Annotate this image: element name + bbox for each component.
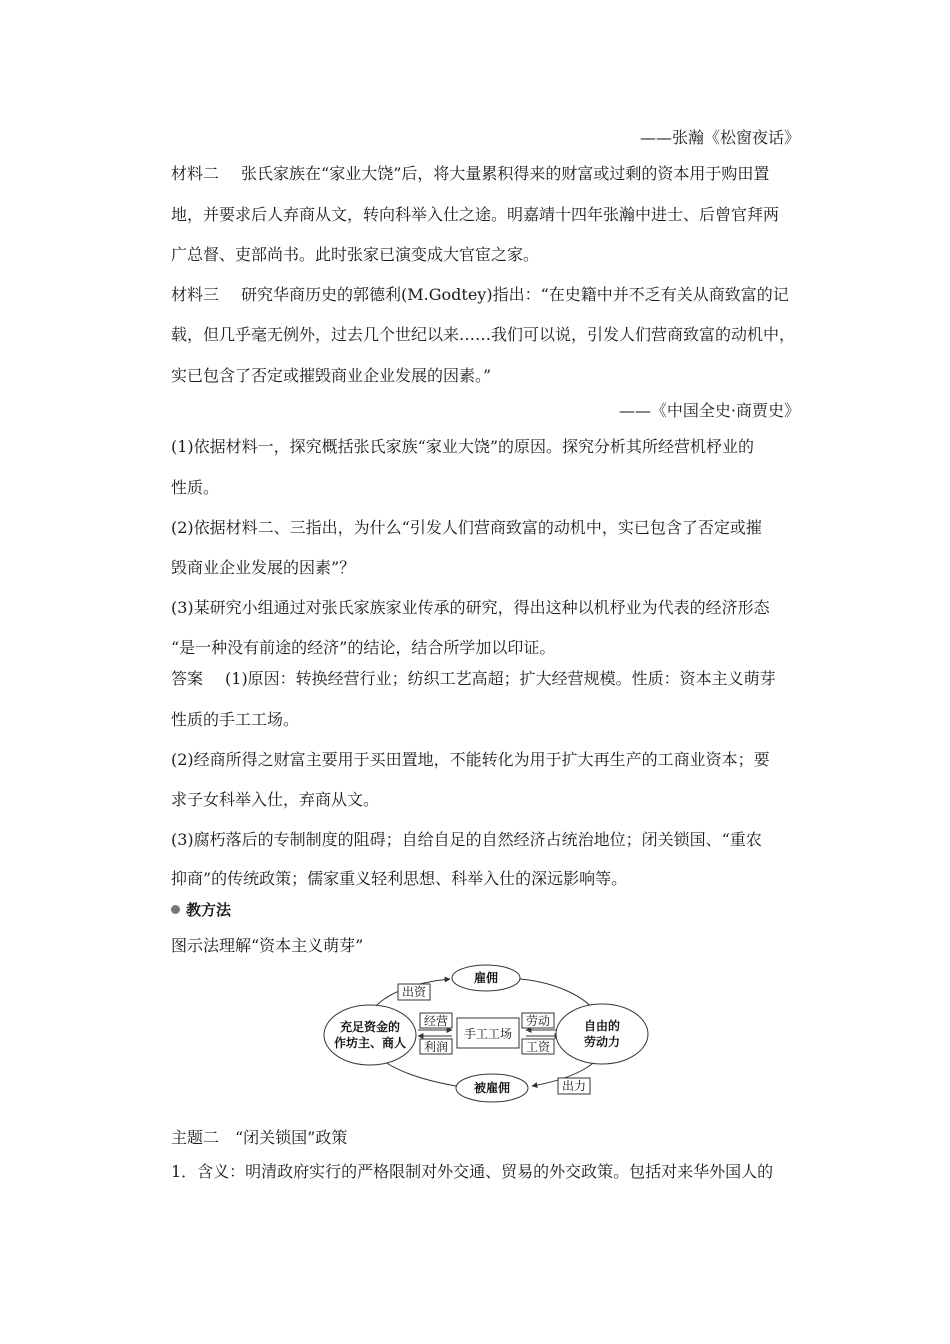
material3-line-1: 材料三 研究华商历史的郭德利(M.Godtey)指出：“在史籍中并不乏有关从商致富的记 (171, 285, 789, 304)
question-3-line-1: (3)某研究小组通过对张氏家族家业传承的研究，得出这种以机杼业为代表的经济形态 (171, 598, 770, 617)
question-1-line-1: (1)依据材料一，探究概括张氏家族“家业大饶”的原因。探究分析其所经营机杼业的 (171, 437, 755, 456)
tag-wage: 工资 (525, 1040, 551, 1054)
node-hire-label: 雇佣 (473, 971, 499, 985)
material3-line-3: 实已包含了否定或摧毁商业企业发展的因素。” (171, 366, 492, 385)
answer-1-line-1: 答案 (1)原因：转换经营行业；纺织工艺高超；扩大经营规模。性质：资本主义萌芽 (171, 669, 776, 688)
question-1-line-2: 性质。 (171, 478, 220, 497)
tag-profit: 利润 (423, 1040, 449, 1054)
material3-label: 材料三 (171, 285, 220, 304)
question-3-line-2: “是一种没有前途的经济”的结论，结合所学加以印证。 (171, 638, 556, 657)
tag-manage: 经营 (423, 1014, 449, 1028)
material3-line-2: 载，但几乎毫无例外，过去几个世纪以来……我们可以说，引发人们营商致富的动机中， (171, 325, 796, 344)
quote1-source: ——张瀚《松窗夜话》 (639, 128, 800, 147)
method-heading: 教方法 (171, 900, 811, 920)
answer-2-line-1: (2)经商所得之财富主要用于买田置地，不能转化为用于扩大再生产的工商业资本；要 (171, 750, 770, 769)
center-label: 手工工场 (463, 1027, 513, 1041)
node-owner (324, 1005, 416, 1065)
question-2-line-2: 毁商业企业发展的因素”？ (171, 558, 356, 577)
node-labor-label-2: 劳动力 (583, 1035, 621, 1049)
bullet-icon (171, 905, 180, 914)
topic2-item1: 1．含义：明清政府实行的严格限制对外交通、贸易的外交政策。包括对来华外国人的 (171, 1162, 774, 1181)
answer-3-line-1: (3)腐朽落后的专制制度的阻碍；自给自足的自然经济占统治地位；闭关锁国、“重农 (171, 830, 762, 849)
node-employed-label: 被雇佣 (473, 1081, 511, 1095)
answer-2-line-2: 求子女科举入仕，弃商从文。 (171, 790, 380, 809)
tag-labor: 劳动 (525, 1014, 551, 1028)
node-labor-label-1: 自由的 (583, 1019, 621, 1033)
node-owner-label-2: 作坊主、商人 (333, 1036, 407, 1050)
material2-label: 材料二 (171, 164, 220, 183)
material2-line-1: 材料二 张氏家族在“家业大饶”后，将大量累积得来的财富或过剩的资本用于购田置 (171, 164, 770, 183)
material2-line-2: 地，并要求后人弃商从文，转向科举入仕之途。明嘉靖十四年张瀚中进士、后曾官拜两 (171, 205, 780, 224)
answer-1-line-2: 性质的手工工场。 (171, 710, 300, 729)
topic2-title: 主题二 “闭关锁国”政策 (171, 1128, 348, 1147)
answer-3-line-2: 抑商”的传统政策；儒家重义轻利思想、科举入仕的深远影响等。 (171, 869, 628, 888)
tag-invest: 出资 (401, 985, 427, 999)
material2-line-3: 广总督、吏部尚书。此时张家已演变成大官宦之家。 (171, 245, 540, 264)
material3-source: ——《中国全史·商贾史》 (618, 401, 800, 420)
node-owner-label-1: 充足资金的 (339, 1020, 401, 1034)
answer-label: 答案 (171, 669, 204, 688)
method-subtitle: 图示法理解“资本主义萌芽” (171, 936, 364, 955)
node-labor (556, 1004, 648, 1064)
tag-output: 出力 (561, 1079, 587, 1093)
capitalism-sprouts-diagram (320, 962, 660, 1112)
question-2-line-1: (2)依据材料二、三指出，为什么“引发人们营商致富的动机中，实已包含了否定或摧 (171, 518, 762, 537)
